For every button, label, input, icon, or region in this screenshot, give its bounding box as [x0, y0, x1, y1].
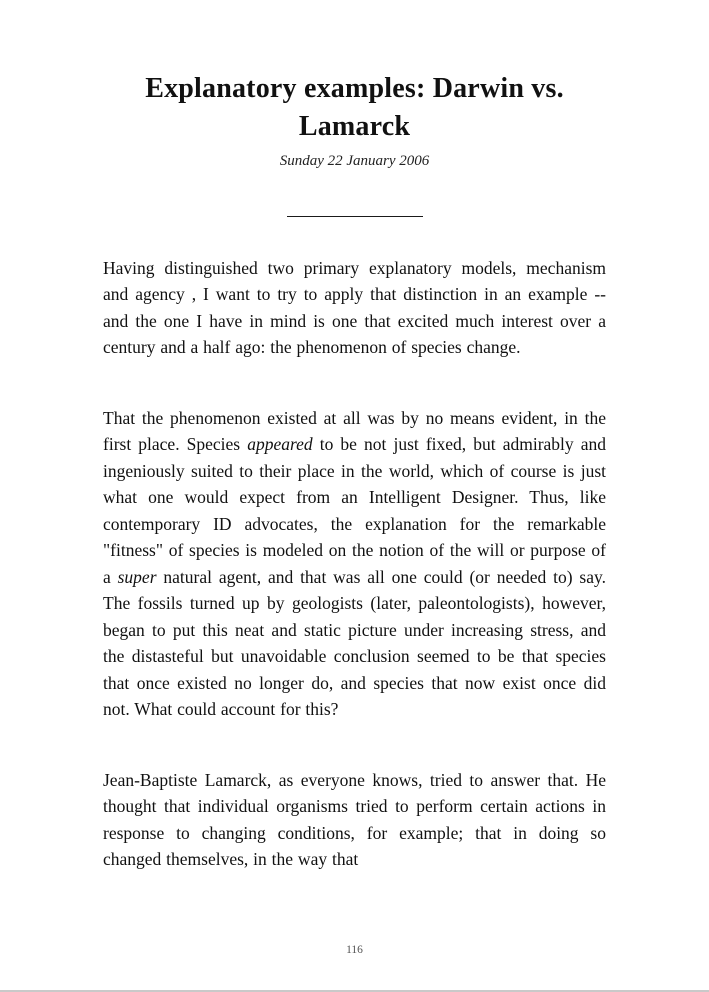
paragraph-2-italic-super: super [117, 566, 157, 587]
separator-rule [287, 216, 423, 217]
paragraph-2 [103, 405, 606, 723]
page-title: Explanatory examples: Darwin vs. Lamarck [145, 73, 564, 142]
paragraph-2-italic-appeared: appeared [247, 434, 313, 455]
paragraph-3-text: Jean-Baptiste Lamarck, as everyone knows, tried to answer that. He thought that individual organisms tried to perform certain actions in response to changing conditions, for example; that in doing so changed themselves, in the way that [103, 769, 606, 870]
page-number: 116 [346, 944, 363, 956]
date-line: Sunday 22 January 2006 [279, 152, 430, 169]
paragraph-2-text-end: natural agent, and that was all one could (or needed to) say. The fossils turned up by geologists (later, paleontologists), however, began to put this neat and static picture under increasing stress, and the distasteful but unavoidable conclusion seemed to be that species that once existed no longer do, and species that now exist once did not. What could account for this? [103, 566, 606, 720]
paragraph-2-text: That the phenomenon existed at all was by no means evident, in the first place. Species [103, 407, 606, 455]
paragraph-1-text: Having distinguished two primary explanatory models, mechanism and agency , I want to try to apply that distinction in an example -- and the one I have in mind is one that excited much interest over a century and a half ago: the phenomenon of species change. [103, 257, 606, 358]
paragraph-3 [103, 767, 606, 873]
paragraph-1 [103, 255, 606, 361]
paragraph-2-text-continued: to be not just fixed, but admirably and ingeniously suited to their place in the world, which of course is just what one would expect from an Intelligent Designer. Thus, like contemporary ID advocates, the explanation for the remarkable "fitness" of species is modeled on the notion of the will or purpose of a [103, 434, 606, 587]
